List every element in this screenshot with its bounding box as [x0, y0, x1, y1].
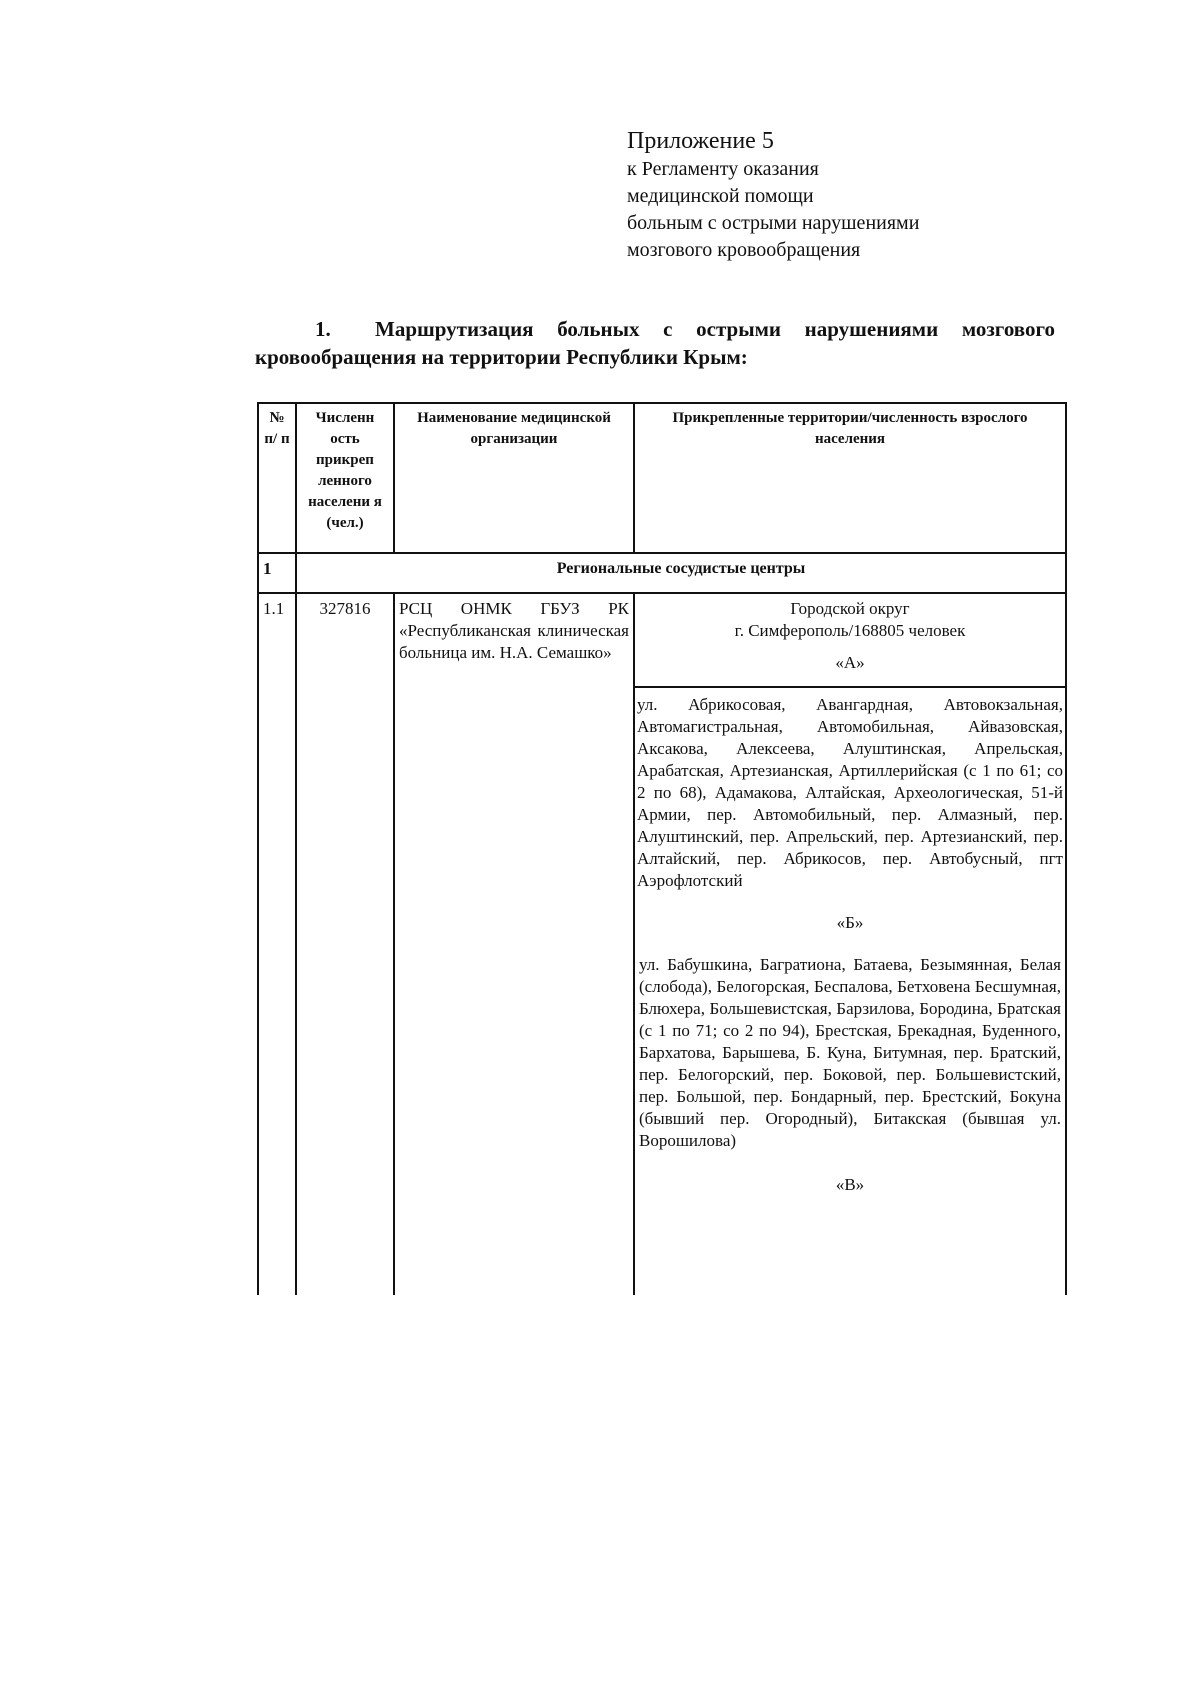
letter-a-streets: ул. Абрикосовая, Авангардная, Автовокзальная, Автомагистральная, Автомобильная, Айвазовская, Аксакова, Алексеева, Алуштинская, Апрельская, Арабатская, Артезианская, Артиллерийская (с 1 по 61; со 2 по 68), Адамакова, Алтайская, Археологическая, 51-й Армии, пер. Автомобильный, пер. Алмазный, пер. Алуштинский, пер. Апрельский, пер. Артезианский, пер. Алтайский, пер. Абрикосов, пер. Автобусный, пгт Аэрофлотский	[633, 686, 1067, 892]
letter-a-label: «А»	[835, 653, 865, 672]
section-number: 1	[258, 553, 296, 593]
annex-title: Приложение 5	[627, 128, 774, 154]
letter-c-label: «В»	[835, 1175, 865, 1194]
annex-line: больным с острыми нарушениями	[627, 212, 920, 234]
row-organization	[394, 593, 634, 1295]
routing-table	[257, 402, 1067, 1295]
header-organization: Наименование медицинской организации	[394, 403, 634, 553]
organization-name: РСЦ ОНМК ГБУЗ РК «Республиканская клиническая больница им. Н.А. Семашко»	[399, 599, 629, 662]
section-heading	[255, 315, 1055, 371]
heading-number: 1.	[315, 317, 331, 341]
row-territories	[634, 593, 1066, 1295]
letter-b-label: «Б»	[836, 913, 864, 932]
annex-line: медицинской помощи	[627, 185, 814, 207]
table-header-row	[258, 403, 1066, 553]
district-name: Городской округ	[790, 599, 910, 618]
annex-header	[627, 126, 1027, 264]
annex-line: к Регламенту оказания	[627, 158, 819, 180]
city-population: г. Симферополь/168805 человек	[734, 621, 966, 640]
header-number: № п/ п	[258, 403, 296, 553]
section-title: Региональные сосудистые центры	[296, 553, 1066, 593]
table-row	[258, 593, 1066, 1295]
row-number: 1.1	[258, 593, 296, 1295]
header-territories: Прикрепленные территории/численность взрослого населения	[634, 403, 1066, 553]
annex-line: мозгового кровообращения	[627, 239, 861, 261]
row-population: 327816	[296, 593, 394, 1295]
letter-b-streets: ул. Бабушкина, Багратиона, Батаева, Безымянная, Белая (слобода), Белогорская, Беспалова, Бетховена Бесшумная, Блюхера, Большевистская, Барзилова, Бородина, Братская (с 1 по 71; со 2 по 94), Брестская, Брекадная, Буденного, Бархатова, Барышева, Б. Куна, Битумная, пер. Братский, пер. Белогорский, пер. Боковой, пер. Большевистский, пер. Большой, пер. Бондарный, пер. Брестский, Бокуна (бывший пер. Огородный), Битакская (бывшая ул. Ворошилова)	[639, 955, 1061, 1150]
section-row	[258, 553, 1066, 593]
heading-text: Маршрутизация больных с острыми нарушениями мозгового кровообращения на территории Республики Крым:	[255, 317, 1055, 369]
header-population: Численн ость прикреп ленного населени я (чел.)	[296, 403, 394, 553]
